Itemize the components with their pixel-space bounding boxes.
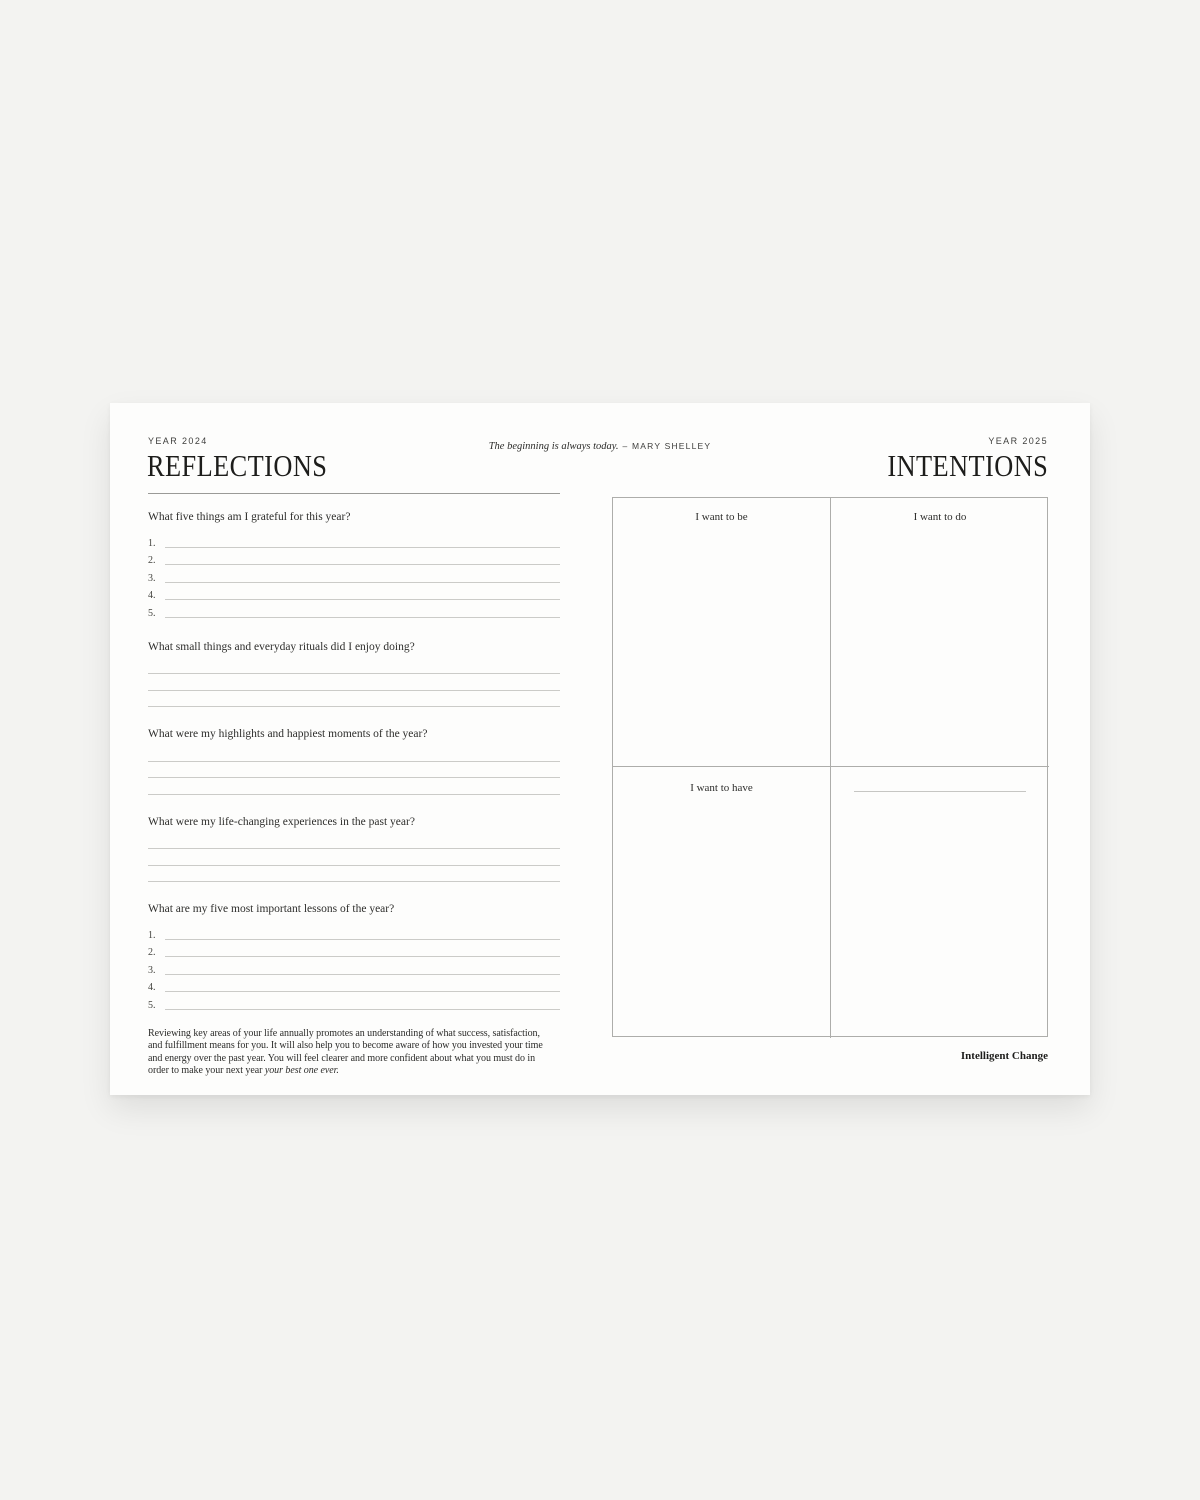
- write-line: [148, 778, 560, 795]
- quote-attribution: – MARY SHELLEY: [622, 441, 712, 451]
- write-line: [148, 658, 560, 675]
- question-block: [148, 727, 560, 795]
- closing-note-text: and energy over the past year. You will feel clearer and more confident about what you must do in: [148, 1052, 536, 1064]
- write-line: [148, 866, 560, 883]
- numbered-line-row: [148, 994, 560, 1012]
- write-line: [165, 599, 560, 600]
- brand-logotype: Intelligent Change: [960, 1050, 1048, 1062]
- write-line: [854, 791, 1026, 792]
- line-number: 4.: [148, 982, 156, 993]
- write-line: [148, 674, 560, 691]
- left-year-label: YEAR 2024: [148, 436, 208, 446]
- numbered-lines: [148, 532, 560, 620]
- closing-note-text: order to make your next year: [148, 1065, 265, 1077]
- line-number: 3.: [148, 964, 156, 976]
- closing-note-italic: your best one ever.: [264, 1065, 339, 1077]
- writing-lines: [148, 658, 560, 708]
- intentions-cell-label: I want to have: [690, 782, 753, 794]
- intentions-cell-blank: [831, 767, 1049, 1038]
- write-line: [165, 547, 560, 548]
- question-block: [148, 640, 560, 708]
- write-line: [148, 762, 560, 779]
- question-label: What were my life-changing experiences in the past year?: [148, 815, 415, 828]
- write-line: [165, 564, 560, 565]
- numbered-line-row: [148, 942, 560, 960]
- intentions-grid: [612, 497, 1048, 1037]
- journal-page: [110, 403, 1090, 1095]
- line-number: 2.: [148, 947, 156, 958]
- numbered-lines: [148, 924, 560, 1012]
- writing-lines: [148, 745, 560, 795]
- numbered-line-row: [148, 602, 560, 620]
- question-block: [148, 815, 560, 883]
- question-block: [148, 902, 560, 1012]
- write-line: [165, 974, 560, 975]
- closing-note-line: [148, 1040, 560, 1053]
- reflections-title: REFLECTIONS: [147, 448, 328, 483]
- intentions-cell-have: [613, 767, 831, 1038]
- title-divider-rule: [148, 493, 560, 494]
- question-label: What were my highlights and happiest moments of the year?: [148, 728, 428, 740]
- intentions-cell-label: I want to be: [695, 511, 748, 523]
- intentions-title: INTENTIONS: [887, 448, 1048, 483]
- line-number: 1.: [148, 929, 156, 941]
- write-line: [165, 582, 560, 583]
- numbered-line-row: [148, 959, 560, 977]
- line-number: 1.: [148, 537, 156, 549]
- closing-note-text: Reviewing key areas of your life annually promotes an understanding of what success, satisfaction,: [148, 1027, 540, 1039]
- numbered-line-row: [148, 585, 560, 603]
- writing-lines: [148, 833, 560, 883]
- write-line: [148, 849, 560, 866]
- quote-text: The beginning is always today.: [488, 441, 619, 452]
- question-label: What are my five most important lessons of the year?: [148, 903, 395, 915]
- question-label: What five things am I grateful for this year?: [148, 511, 351, 523]
- intentions-cell-label: I want to do: [913, 511, 967, 523]
- write-line: [165, 1009, 560, 1010]
- numbered-line-row: [148, 532, 560, 550]
- line-number: 2.: [148, 555, 156, 566]
- numbered-line-row: [148, 977, 560, 995]
- closing-note-text: and fulfillment means for you. It will also help you to become aware of how you invested your time: [148, 1040, 543, 1052]
- line-number: 5.: [148, 607, 156, 619]
- intentions-cell-be: [613, 498, 831, 767]
- intentions-cell-do: [831, 498, 1049, 767]
- line-number: 4.: [148, 590, 156, 601]
- line-number: 3.: [148, 572, 156, 584]
- right-year-label: YEAR 2025: [988, 436, 1048, 446]
- closing-note-line: [148, 1028, 560, 1041]
- write-line: [148, 745, 560, 762]
- closing-note: [148, 1028, 560, 1078]
- write-line: [148, 833, 560, 850]
- reflections-questions: [148, 510, 560, 1078]
- question-block: [148, 510, 560, 620]
- write-line: [165, 939, 560, 940]
- write-line: [165, 956, 560, 957]
- line-number: 5.: [148, 999, 156, 1011]
- write-line: [148, 691, 560, 708]
- write-line: [165, 991, 560, 992]
- write-line: [165, 617, 560, 618]
- numbered-line-row: [148, 550, 560, 568]
- question-label: What small things and everyday rituals did I enjoy doing?: [148, 640, 415, 653]
- numbered-line-row: [148, 924, 560, 942]
- numbered-line-row: [148, 567, 560, 585]
- closing-note-line: [148, 1053, 560, 1066]
- closing-note-line: [148, 1065, 560, 1078]
